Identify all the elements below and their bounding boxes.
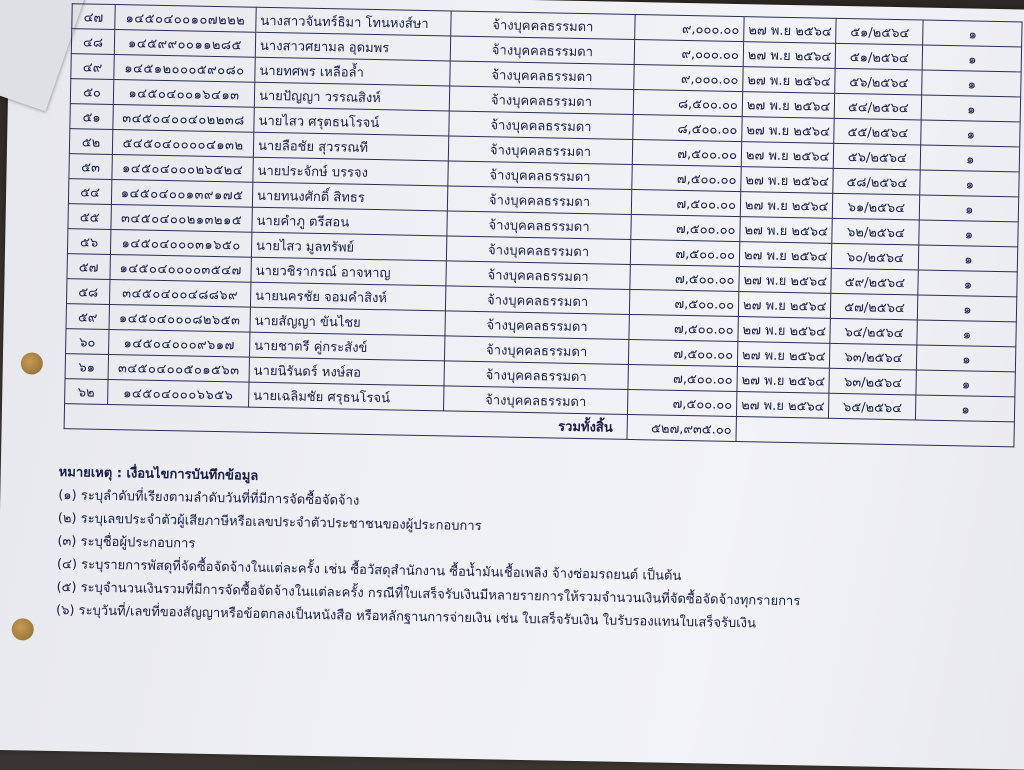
row-number-cell: ๔๗: [72, 4, 115, 30]
amount-cell: ๗,๕๐๐.๐๐: [632, 164, 741, 191]
count-cell: ๑: [918, 270, 1017, 297]
row-number-cell: ๖๐: [66, 329, 109, 355]
amount-cell: ๗,๕๐๐.๐๐: [631, 214, 740, 241]
vendor-name-cell: นายชาตรี คู่กระสังข์: [249, 332, 444, 361]
row-number-cell: ๕๑: [70, 104, 113, 130]
count-cell: ๑: [923, 20, 1022, 47]
note-item: (๑) ระบุลำดับที่เรียงตามลำดับวันที่ที่มีการจัดซื้อจัดจ้าง: [58, 488, 360, 509]
row-number-cell: ๕๒: [69, 129, 112, 155]
date-cell: ๒๗ พ.ย ๒๕๖๔: [736, 392, 829, 419]
vendor-name-cell: นายประจักษ์ บรรจง: [253, 157, 448, 186]
note-item: (๕) ระบุจำนวนเงินรวมที่มีการจัดซื้อจัดจ้างในแต่ละครั้ง กรณีที่ใบเสร็จรับเงินมีหลายรายการให้รวมจำนวนเงินที่จัดซื้อจัดจ้างทุกรายการ: [56, 580, 801, 610]
procurement-type-cell: จ้างบุคคลธรรมดา: [448, 161, 632, 190]
tax-id-cell: ๑๔๕๐๔๐๐๐๙๖๑๗: [109, 329, 250, 357]
count-cell: ๑: [918, 295, 1017, 322]
procurement-type-cell: จ้างบุคคลธรรมดา: [445, 286, 629, 315]
tax-id-cell: ๓๔๕๐๔๐๐๕๐๑๕๖๓: [108, 354, 249, 382]
total-amount: ๕๒๗,๙๓๕.๐๐: [627, 414, 736, 441]
procurement-type-cell: จ้างบุคคลธรรมดา: [444, 336, 628, 365]
reference-number-cell: ๕๔/๒๕๖๔: [835, 93, 922, 120]
procurement-type-cell: จ้างบุคคลธรรมดา: [450, 61, 634, 90]
total-label: รวมทั้งสิ้น: [64, 404, 627, 440]
date-cell: ๒๗ พ.ย ๒๕๖๔: [738, 292, 831, 319]
reference-number-cell: ๕๙/๒๕๖๔: [831, 268, 918, 295]
amount-cell: ๗,๕๐๐.๐๐: [628, 364, 737, 391]
count-cell: ๑: [921, 120, 1020, 147]
date-cell: ๒๗ พ.ย ๒๕๖๔: [739, 267, 832, 294]
amount-cell: ๗,๕๐๐.๐๐: [630, 264, 739, 291]
amount-cell: ๙,๐๐๐.๐๐: [634, 64, 743, 91]
vendor-name-cell: นายสัญญา ขันไชย: [250, 307, 445, 336]
reference-number-cell: ๕๗/๒๕๖๔: [831, 293, 918, 320]
row-number-cell: ๖๒: [65, 379, 108, 405]
procurement-type-cell: จ้างบุคคลธรรมดา: [444, 361, 628, 390]
amount-cell: ๗,๕๐๐.๐๐: [627, 389, 736, 416]
procurement-type-cell: จ้างบุคคลธรรมดา: [446, 261, 630, 290]
vendor-name-cell: นายไสว ศรุตธนโรจน์: [254, 107, 449, 136]
note-item: (๒) ระบุเลขประจำตัวผู้เสียภาษีหรือเลขประจำตัวประชาชนของผู้ประกอบการ: [57, 511, 482, 535]
procurement-type-cell: จ้างบุคคลธรรมดา: [446, 236, 630, 265]
count-cell: ๑: [917, 345, 1016, 372]
vendor-name-cell: นายนครชัย จอมคำสิงห์: [250, 282, 445, 311]
tax-id-cell: ๓๔๕๐๔๐๐๒๑๓๒๑๕: [111, 204, 252, 232]
count-cell: ๑: [917, 320, 1016, 347]
binder-hole-upper: [21, 352, 43, 374]
procurement-type-cell: จ้างบุคคลธรรมดา: [447, 186, 631, 215]
reference-number-cell: ๕๖/๒๕๖๔: [834, 143, 921, 170]
reference-number-cell: ๖๐/๒๕๖๔: [832, 243, 919, 270]
tax-id-cell: ๑๔๕๑๒๐๐๐๕๙๐๘๐: [114, 55, 255, 83]
tax-id-cell: ๓๔๕๐๔๐๐๔๘๘๖๙: [109, 279, 250, 307]
note-item: (๔) ระบุรายการพัสดุที่จัดซื้อจัดจ้างในแต่ละครั้ง เช่น ซื้อวัสดุสำนักงาน ซื้อน้ำมันเชื้อเพลิง จ้างซ่อมรถยนต์ เป็นต้น: [56, 557, 682, 584]
reference-number-cell: ๕๕/๒๕๖๔: [834, 118, 921, 145]
tax-id-cell: ๑๔๕๐๔๐๐๐๘๒๖๕๓: [109, 304, 250, 332]
procurement-type-cell: จ้างบุคคลธรรมดา: [450, 36, 634, 65]
amount-cell: ๗,๕๐๐.๐๐: [629, 289, 738, 316]
reference-number-cell: ๖๓/๒๕๖๔: [829, 368, 916, 395]
count-cell: ๑: [920, 195, 1019, 222]
reference-number-cell: ๖๒/๒๕๖๔: [832, 218, 919, 245]
row-number-cell: ๔๘: [71, 29, 114, 55]
tax-id-cell: ๓๔๕๐๔๐๐๔๐๒๒๓๘: [113, 105, 254, 133]
vendor-name-cell: นางสาวศยามล อุดมพร: [255, 32, 450, 61]
binder-hole-lower: [12, 618, 34, 640]
count-cell: ๑: [916, 370, 1015, 397]
count-cell: ๑: [916, 395, 1015, 422]
count-cell: ๑: [922, 70, 1021, 97]
tax-id-cell: ๕๔๕๐๔๐๐๐๐๔๑๓๒: [112, 129, 253, 157]
row-number-cell: ๕๓: [69, 154, 112, 180]
reference-number-cell: ๖๔/๒๕๖๔: [830, 318, 917, 345]
row-number-cell: ๖๑: [65, 354, 108, 380]
date-cell: ๒๗ พ.ย ๒๕๖๔: [738, 317, 831, 344]
procurement-type-cell: จ้างบุคคลธรรมดา: [448, 136, 632, 165]
vendor-name-cell: นายลือชัย สุวรรณที: [253, 132, 448, 161]
date-cell: ๒๗ พ.ย ๒๕๖๔: [740, 192, 833, 219]
date-cell: ๒๗ พ.ย ๒๕๖๔: [744, 17, 837, 44]
reference-number-cell: ๕๖/๒๕๖๔: [835, 68, 922, 95]
vendor-name-cell: นายเฉลิมชัย ศรุธนโรจน์: [249, 382, 444, 411]
amount-cell: ๗,๕๐๐.๐๐: [629, 314, 738, 341]
procurement-table: [64, 3, 1023, 447]
vendor-name-cell: นายปัญญา วรรณสิงห์: [254, 82, 449, 111]
row-number-cell: ๕๔: [68, 179, 111, 205]
row-number-cell: ๕๙: [66, 304, 109, 330]
procurement-table-body: [65, 4, 1023, 422]
count-cell: ๑: [923, 45, 1022, 72]
amount-cell: ๗,๕๐๐.๐๐: [632, 139, 741, 166]
amount-cell: ๘,๕๐๐.๐๐: [633, 114, 742, 141]
notes-section: [56, 461, 803, 636]
date-cell: ๒๗ พ.ย ๒๕๖๔: [742, 117, 835, 144]
date-cell: ๒๗ พ.ย ๒๕๖๔: [743, 42, 836, 69]
reference-number-cell: ๖๓/๒๕๖๔: [830, 343, 917, 370]
date-cell: ๒๗ พ.ย ๒๕๖๔: [741, 167, 834, 194]
tax-id-cell: ๑๔๕๙๙๐๐๑๑๒๘๕: [114, 30, 255, 58]
amount-cell: ๘,๕๐๐.๐๐: [633, 89, 742, 116]
note-item: (๖) ระบุวันที่/เลขที่ของสัญญาหรือข้อตกลงเป็นหนังสือ หรือหลักฐานการจ่ายเงิน เช่น ใบเสร็จรับเงิน ใบรับรองแทนใบเสร็จรับเงิน: [55, 603, 757, 632]
vendor-name-cell: นายคำภู ตรีสอน: [252, 207, 447, 236]
amount-cell: ๗,๕๐๐.๐๐: [628, 339, 737, 366]
row-number-cell: ๕๘: [66, 279, 109, 305]
vendor-name-cell: นายไสว มูลทรัพย์: [251, 232, 446, 261]
notes-title: หมายเหตุ : เงื่อนไขการบันทึกข้อมูล: [58, 465, 259, 484]
vendor-name-cell: นายทศพร เหลือล้ำ: [255, 57, 450, 86]
amount-cell: ๙,๐๐๐.๐๐: [634, 40, 743, 67]
count-cell: ๑: [920, 170, 1019, 197]
reference-number-cell: ๖๕/๒๕๖๔: [829, 393, 916, 420]
procurement-type-cell: จ้างบุคคลธรรมดา: [443, 386, 627, 415]
count-cell: ๑: [919, 220, 1018, 247]
tax-id-cell: ๑๔๕๐๔๐๐๐๒๖๕๒๔: [112, 154, 253, 182]
count-cell: ๑: [921, 145, 1020, 172]
amount-cell: ๙,๐๐๐.๐๐: [635, 15, 744, 42]
date-cell: ๒๗ พ.ย ๒๕๖๔: [743, 67, 836, 94]
date-cell: ๒๗ พ.ย ๒๕๖๔: [741, 142, 834, 169]
note-item: (๓) ระบุชื่อผู้ประกอบการ: [57, 534, 196, 552]
tax-id-cell: ๑๔๕๐๔๐๐๑๖๔๑๓: [113, 80, 254, 108]
amount-cell: ๗,๕๐๐.๐๐: [631, 189, 740, 216]
tax-id-cell: ๑๔๕๐๔๐๐๐๖๖๕๖: [108, 379, 249, 407]
procurement-type-cell: จ้างบุคคลธรรมดา: [449, 111, 633, 140]
procurement-type-cell: จ้างบุคคลธรรมดา: [447, 211, 631, 240]
row-number-cell: ๕๕: [68, 204, 111, 230]
vendor-name-cell: นายวชิรากรณ์ อาจหาญ: [251, 257, 446, 286]
date-cell: ๒๗ พ.ย ๒๕๖๔: [740, 217, 833, 244]
date-cell: ๒๗ พ.ย ๒๕๖๔: [739, 242, 832, 269]
row-number-cell: ๔๙: [71, 54, 114, 80]
procurement-type-cell: จ้างบุคคลธรรมดา: [445, 311, 629, 340]
tax-id-cell: ๑๔๕๐๔๐๐๐๐๓๕๔๗: [110, 254, 251, 282]
amount-cell: ๗,๕๐๐.๐๐: [630, 239, 739, 266]
vendor-name-cell: นายนิรันดร์ หงษ์สอ: [249, 357, 444, 386]
date-cell: ๒๗ พ.ย ๒๕๖๔: [742, 92, 835, 119]
count-cell: ๑: [919, 245, 1018, 272]
procurement-type-cell: จ้างบุคคลธรรมดา: [451, 11, 635, 40]
vendor-name-cell: นายทนงศักดิ์ สิทธร: [252, 182, 447, 211]
reference-number-cell: ๖๑/๒๕๖๔: [833, 193, 920, 220]
tax-id-cell: ๑๔๕๐๔๐๐๐๓๑๖๕๐: [110, 229, 251, 257]
reference-number-cell: ๕๑/๒๕๖๔: [836, 18, 923, 45]
row-number-cell: ๕๗: [67, 254, 110, 280]
tax-id-cell: ๑๔๕๐๔๐๐๑๓๙๑๗๕: [111, 179, 252, 207]
count-cell: ๑: [922, 95, 1021, 122]
date-cell: ๒๗ พ.ย ๒๕๖๔: [737, 342, 830, 369]
reference-number-cell: ๕๑/๒๕๖๔: [836, 43, 923, 70]
date-cell: ๒๗ พ.ย ๒๕๖๔: [737, 367, 830, 394]
tax-id-cell: ๑๔๕๐๔๐๐๑๐๗๒๒๒: [115, 5, 256, 33]
vendor-name-cell: นางสาวจันทร์ธิมา โทนหงส์ษา: [256, 7, 451, 36]
reference-number-cell: ๕๘/๒๕๖๔: [833, 168, 920, 195]
row-number-cell: ๕๖: [67, 229, 110, 255]
row-number-cell: ๕๐: [70, 79, 113, 105]
procurement-type-cell: จ้างบุคคลธรรมดา: [449, 86, 633, 115]
